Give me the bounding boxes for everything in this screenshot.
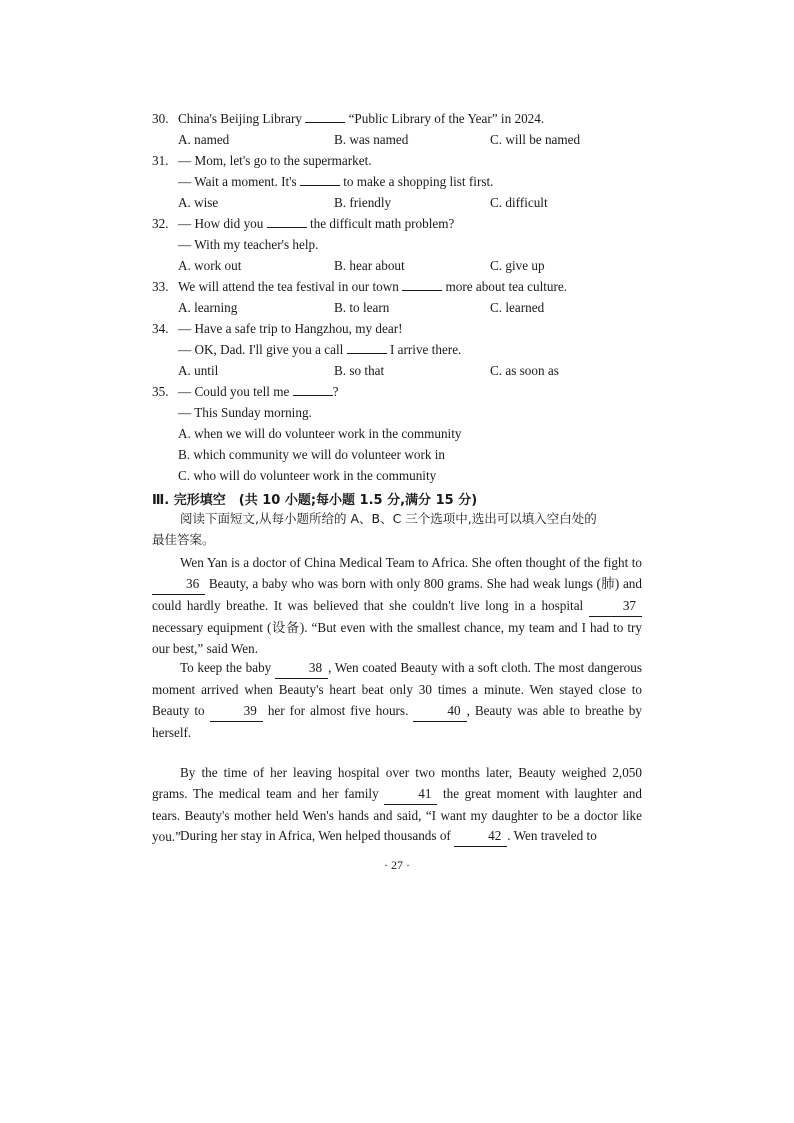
question-stem-line bbox=[178, 152, 372, 170]
passage-text: the great moment with laughter and tears. Beauty's mother held Wen's hands and said, “I want my daughter to be a doctor like you.” bbox=[152, 786, 642, 844]
cloze-blank: 42 bbox=[454, 825, 507, 847]
answer-blank bbox=[305, 110, 345, 123]
passage-text: Wen Yan is a doctor of China Medical Team to Africa. She often thought of the fight to bbox=[180, 555, 642, 570]
answer-option: B. to learn bbox=[334, 300, 390, 315]
answer-option: C. difficult bbox=[490, 195, 548, 210]
passage-text: her for almost five hours. bbox=[262, 703, 414, 718]
stem-text: more about tea culture. bbox=[442, 279, 568, 294]
cloze-blank: 37 bbox=[589, 595, 642, 617]
cloze-blank: 40 bbox=[413, 700, 466, 722]
answer-option: A. when we will do volunteer work in the community bbox=[178, 426, 462, 441]
question-number: 30. bbox=[152, 111, 169, 126]
passage-paragraph bbox=[152, 552, 642, 659]
cloze-blank: 38 bbox=[275, 657, 328, 679]
answer-option: C. learned bbox=[490, 300, 545, 315]
answer-option: A. named bbox=[178, 132, 230, 147]
cloze-blank: 41 bbox=[384, 783, 437, 805]
stem-text: “Public Library of the Year” in 2024. bbox=[345, 111, 545, 126]
question-stem-line bbox=[178, 236, 318, 254]
stem-text: — This Sunday morning. bbox=[178, 405, 312, 420]
stem-text: — Mom, let's go to the supermarket. bbox=[178, 153, 372, 168]
cloze-blank: 39 bbox=[210, 700, 263, 722]
answer-option: C. give up bbox=[490, 258, 545, 273]
answer-option: A. until bbox=[178, 363, 219, 378]
stem-text: I arrive there. bbox=[386, 342, 462, 357]
answer-option: B. was named bbox=[334, 132, 409, 147]
passage-text: , Wen coated Beauty with a soft cloth. The most dangerous moment arrived when Beauty's heart beat only 30 times a minute. Wen stayed close to Beauty to bbox=[152, 660, 642, 718]
question-stem-line bbox=[178, 110, 544, 128]
passage-paragraph bbox=[152, 657, 642, 743]
passage-text: To keep the baby bbox=[180, 660, 275, 675]
cloze-blank: 36 bbox=[152, 573, 205, 595]
answer-option: B. so that bbox=[334, 363, 385, 378]
page-number: · 27 · bbox=[384, 858, 410, 872]
answer-option: A. wise bbox=[178, 195, 219, 210]
answer-blank bbox=[300, 173, 340, 186]
answer-option: C. as soon as bbox=[490, 363, 559, 378]
passage-text: , Beauty was able to breathe by herself. bbox=[152, 703, 642, 740]
answer-option: C. who will do volunteer work in the community bbox=[178, 468, 437, 483]
question-number: 34. bbox=[152, 321, 169, 336]
section-title: Ⅲ. 完形填空 (共 10 小题;每小题 1.5 分,满分 15 分) bbox=[152, 493, 478, 508]
stem-text: We will attend the tea festival in our town bbox=[178, 279, 403, 294]
answer-blank bbox=[293, 383, 333, 396]
answer-option: C. will be named bbox=[490, 132, 581, 147]
passage-text: During her stay in Africa, Wen helped thousands of bbox=[180, 828, 455, 843]
section-instruction-line1: 阅读下面短文,从每小题所给的 A、B、C 三个选项中,选出可以填入空白处的 bbox=[180, 511, 597, 526]
question-stem-line bbox=[178, 404, 312, 422]
stem-text: — Wait a moment. It's bbox=[178, 174, 300, 189]
answer-blank bbox=[347, 341, 387, 354]
answer-option: B. friendly bbox=[334, 195, 392, 210]
passage-text: By the time of her leaving hospital over two months later, Beauty weighed 2,050 grams. The medical team and her family bbox=[152, 765, 642, 801]
answer-option: B. hear about bbox=[334, 258, 405, 273]
section-instruction-line2: 最佳答案。 bbox=[152, 532, 215, 547]
passage-paragraph bbox=[152, 825, 642, 847]
stem-text: — OK, Dad. I'll give you a call bbox=[178, 342, 347, 357]
question-number: 35. bbox=[152, 384, 169, 399]
stem-text: — How did you bbox=[178, 216, 267, 231]
stem-text: China's Beijing Library bbox=[178, 111, 306, 126]
question-stem-line bbox=[178, 215, 454, 233]
question-stem-line bbox=[178, 320, 402, 338]
question-number: 33. bbox=[152, 279, 169, 294]
stem-text: the difficult math problem? bbox=[306, 216, 455, 231]
stem-text: to make a shopping list first. bbox=[339, 174, 494, 189]
question-number: 32. bbox=[152, 216, 169, 231]
question-stem-line bbox=[178, 341, 461, 359]
answer-option: A. learning bbox=[178, 300, 238, 315]
stem-text: — Could you tell me bbox=[178, 384, 293, 399]
question-number: 31. bbox=[152, 153, 169, 168]
answer-option: A. work out bbox=[178, 258, 242, 273]
question-stem-line bbox=[178, 383, 339, 401]
answer-blank bbox=[402, 278, 442, 291]
stem-text: — Have a safe trip to Hangzhou, my dear! bbox=[178, 321, 403, 336]
answer-blank bbox=[267, 215, 307, 228]
stem-text: ? bbox=[332, 384, 339, 399]
passage-text: necessary equipment (设备). “But even with the smallest chance, my team and I had to try our best,” said Wen. bbox=[152, 620, 642, 656]
passage-text: . Wen traveled to bbox=[507, 828, 597, 843]
question-stem-line bbox=[178, 278, 567, 296]
passage-text: Beauty, a baby who was born with only 800 grams. She had weak lungs (肺) and could hardly breathe. It was believed that she couldn't live long in a hospital bbox=[152, 576, 642, 613]
question-stem-line bbox=[178, 173, 493, 191]
stem-text: — With my teacher's help. bbox=[178, 237, 319, 252]
answer-option: B. which community we will do volunteer work in bbox=[178, 447, 446, 462]
